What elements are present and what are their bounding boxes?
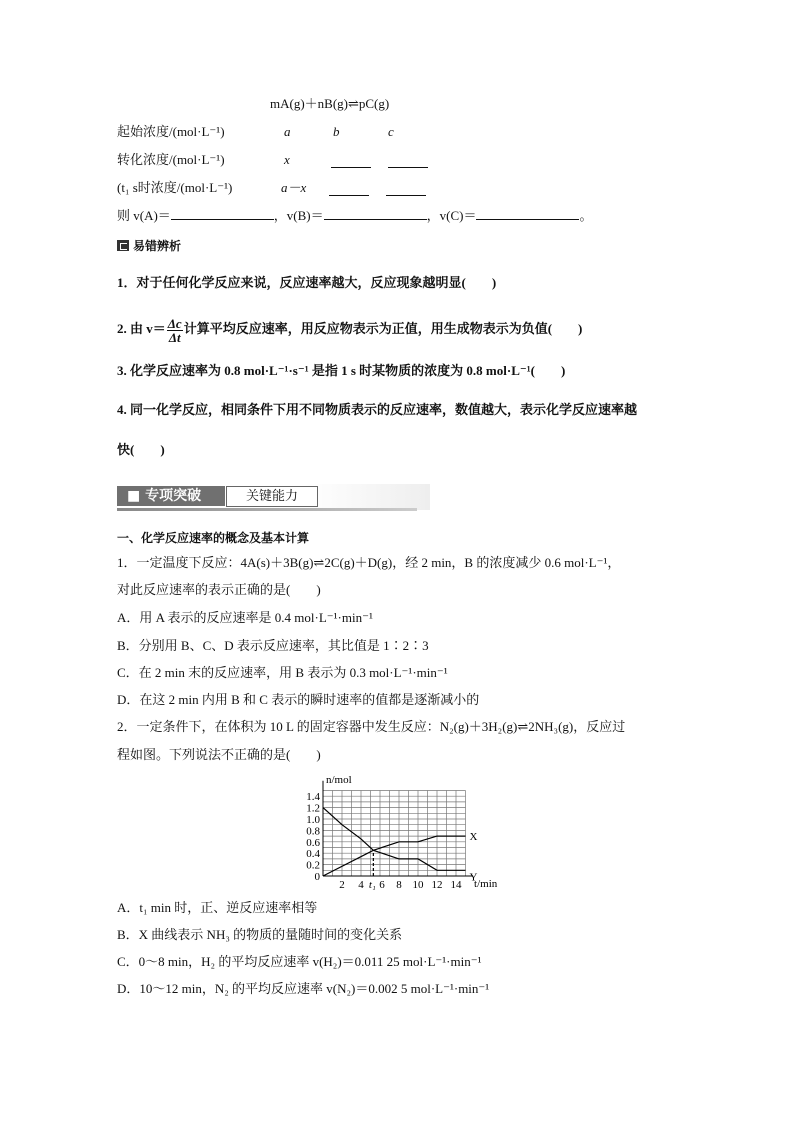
q2-option-a: A．t₁ min 时，正、逆反应速率相等 xyxy=(117,900,318,915)
y-tick-label: 1.0 xyxy=(306,814,320,826)
row-initial-label: 起始浓度/(mol·L⁻¹) xyxy=(117,124,225,139)
rates-line xyxy=(117,207,593,224)
error-item-4: 4. 同一化学反应，相同条件下用不同物质表示的反应速率，数值越大，表示化学反应速率越 xyxy=(117,402,638,417)
item-2-prefix: 2. 由 v＝ xyxy=(117,321,166,336)
section-banner xyxy=(117,484,430,510)
blank-field xyxy=(388,155,428,168)
banner-dark-label: ■ 专项突破 xyxy=(117,486,225,506)
y-tick-label: 1.2 xyxy=(306,802,320,815)
series-label-Y: Y xyxy=(469,871,478,884)
y-tick-label: 0.4 xyxy=(306,848,320,861)
banner-light-label: 关键能力 xyxy=(226,486,318,507)
y-tick-label: 1.4 xyxy=(306,791,320,804)
series-line-Y xyxy=(323,808,466,871)
q2-stem-1: 2．一定条件下，在体积为 10 L 的固定容器中发生反应：N₂(g)＋3H₂(g)⇌2NH₃(g)，反应过 xyxy=(117,719,626,734)
q1-option-d: D．在这 2 min 内用 B 和 C 表示的瞬时速率的值都是逐渐减小的 xyxy=(117,692,480,707)
q1-stem-2: 对此反应速率的表示正确的是( ) xyxy=(117,582,321,597)
row-initial-c: c xyxy=(388,124,394,139)
fraction xyxy=(167,317,183,344)
row-initial-a: a xyxy=(284,124,291,139)
errors-title: 易错辨析 xyxy=(133,239,182,253)
error-item-1: 1．对于任何化学反应来说，反应速率越大，反应现象越明显( ) xyxy=(117,275,497,290)
row-initial-b: b xyxy=(333,124,340,139)
blank-field xyxy=(171,207,274,220)
blank-field xyxy=(324,207,427,220)
blank-field xyxy=(476,207,579,220)
row-t1-a: a－x xyxy=(281,180,307,195)
error-item-3: 3. 化学反应速率为 0.8 mol·L⁻¹·s⁻¹ 是指 1 s 时某物质的浓度为 0.8 mol·L⁻¹( ) xyxy=(117,363,566,378)
q2-option-b: B．X 曲线表示 NH₃ 的物质的量随时间的变化关系 xyxy=(117,927,403,942)
x-tick-label: 12 xyxy=(431,879,443,891)
q1-option-a: A．用 A 表示的反应速率是 0.4 mol·L⁻¹·min⁻¹ xyxy=(117,610,373,625)
y-tick-label: 0.8 xyxy=(306,825,320,838)
fraction-numerator: Δc xyxy=(167,315,182,331)
x-tick-label: 2 xyxy=(339,879,345,891)
blank-field xyxy=(329,183,369,196)
error-item-4-cont: 快( ) xyxy=(117,442,165,457)
x-tick-label: 10 xyxy=(412,879,424,891)
row-change-a: x xyxy=(284,152,290,167)
y-tick-label: 0 xyxy=(314,871,320,883)
blank-field xyxy=(386,183,426,196)
mol-vs-time-chart xyxy=(290,748,500,893)
q1-stem-1: 1．一定温度下反应：4A(s)＋3B(g)⇌2C(g)＋D(g)，经 2 min，B 的浓度减少 0.6 mol·L⁻¹， xyxy=(117,555,621,570)
banner-bar xyxy=(117,508,417,511)
q2-stem-2: 程如图。下列说法不正确的是( ) xyxy=(117,747,321,762)
q2-option-d: D．10～12 min，N₂ 的平均反应速率 v(N₂)＝0.002 5 mol·L⁻¹·min⁻¹ xyxy=(117,981,490,996)
period: 。 xyxy=(579,208,593,223)
x-tick-label: 8 xyxy=(396,879,402,891)
error-item-2 xyxy=(117,316,582,344)
y-tick-label: 0.2 xyxy=(306,859,320,872)
x-tick-label: 4 xyxy=(358,879,364,891)
y-axis-label: n/mol xyxy=(326,773,352,786)
section-marker-icon xyxy=(117,240,129,251)
item-2-text: 计算平均反应速率，用反应物表示为正值，用生成物表示为负值( ) xyxy=(183,321,583,336)
y-tick-label: 0.6 xyxy=(306,836,320,849)
rate-a-label: 则 v(A)＝ xyxy=(117,208,171,223)
q1-option-c: C．在 2 min 末的反应速率，用 B 表示为 0.3 mol·L⁻¹·min⁻¹ xyxy=(117,665,448,680)
blank-field xyxy=(331,155,371,168)
q2-option-c: C．0～8 min，H₂ 的平均反应速率 v(H₂)＝0.011 25 mol·L⁻¹·min⁻¹ xyxy=(117,954,482,969)
row-t1-label: (t₁ s时浓度/(mol·L⁻¹) xyxy=(117,180,233,195)
reaction-equation: mA(g)＋nB(g)⇌pC(g) xyxy=(270,96,390,111)
section-heading: 一、化学反应速率的概念及基本计算 xyxy=(117,531,310,545)
x-tick-label: 6 xyxy=(379,879,385,891)
x-tick-label: t₁ xyxy=(368,879,376,891)
rate-c-label: ，v(C)＝ xyxy=(426,208,477,223)
row-change-label: 转化浓度/(mol·L⁻¹) xyxy=(117,152,225,167)
x-axis-label: t/min xyxy=(474,878,498,890)
rate-b-label: ，v(B)＝ xyxy=(273,208,324,223)
series-label-X: X xyxy=(469,831,478,844)
errors-heading xyxy=(117,238,181,254)
fraction-denominator: Δt xyxy=(168,329,181,345)
x-tick-label: 14 xyxy=(450,879,462,891)
q1-option-b: B．分别用 B、C、D 表示反应速率，其比值是 1∶2∶3 xyxy=(117,638,429,653)
